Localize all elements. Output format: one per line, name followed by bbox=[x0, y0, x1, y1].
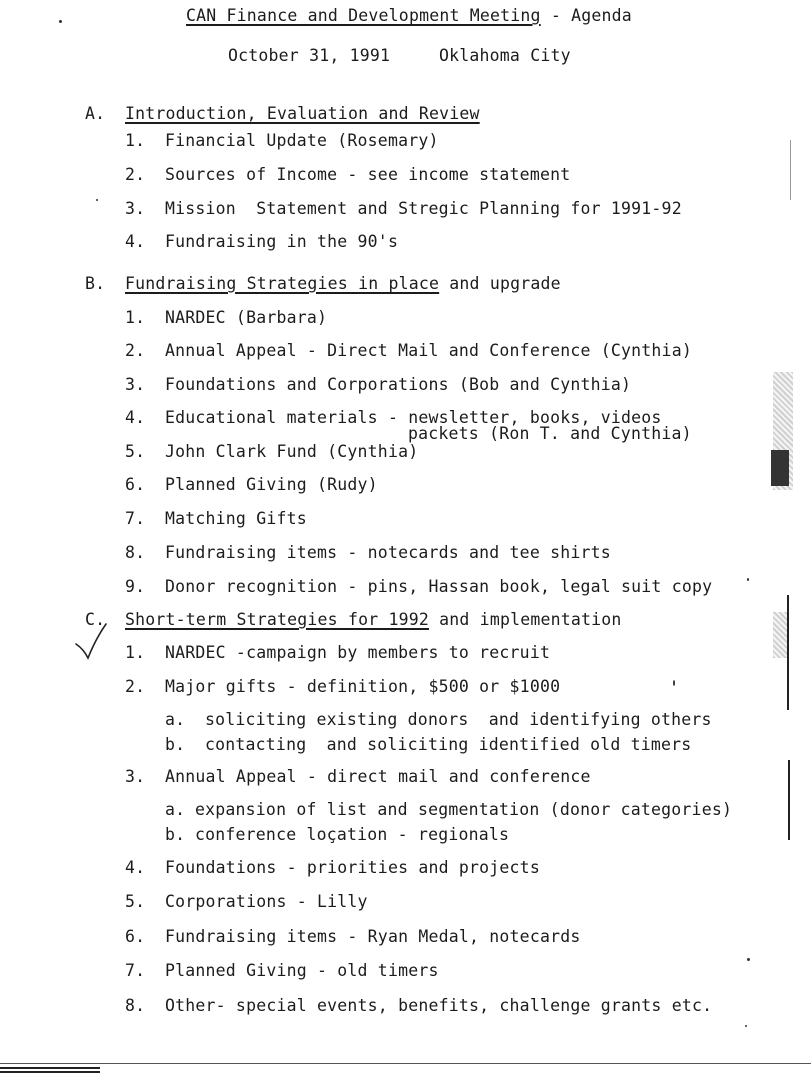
page-bottom-mark bbox=[0, 1071, 100, 1073]
section-c-item-3-sub-a-text: expansion of list and segmentation (donor categories) bbox=[195, 800, 733, 819]
agenda-title-suffix: - Agenda bbox=[540, 6, 632, 25]
section-a-item-2-text: Sources of Income - see income statement bbox=[165, 165, 571, 184]
scan-speck bbox=[96, 199, 98, 201]
section-a-item-1-text: Financial Update (Rosemary) bbox=[165, 131, 439, 150]
section-c-item-5-num: 5. bbox=[125, 892, 146, 911]
section-c-item-2-sub-a-label: a. bbox=[165, 710, 186, 729]
agenda-title: CAN Finance and Development Meeting bbox=[186, 6, 541, 25]
section-c-item-2-sub-a-text: soliciting existing donors and identifying others bbox=[205, 710, 712, 729]
section-b-item-4-num: 4. bbox=[125, 408, 146, 427]
page-bottom-mark bbox=[0, 1067, 100, 1069]
section-a-item-4-num: 4. bbox=[125, 232, 146, 251]
section-c-heading: Short-term Strategies for 1992 bbox=[125, 610, 430, 629]
section-b-letter: B. bbox=[85, 274, 106, 293]
scan-edge-line bbox=[787, 595, 789, 710]
section-c-item-3-sub-a-label: a. bbox=[165, 800, 186, 819]
scan-edge-line bbox=[788, 760, 790, 840]
section-b-item-4-text: Educational materials - newsletter, books, videos bbox=[165, 408, 662, 427]
section-b-item-4-continuation: packets (Ron T. and Cynthia) bbox=[408, 424, 692, 443]
scan-smudge bbox=[773, 612, 787, 658]
section-c-item-7-num: 7. bbox=[125, 961, 146, 980]
section-b-heading-suffix: and upgrade bbox=[439, 274, 561, 293]
meeting-location: Oklahoma City bbox=[439, 46, 571, 65]
section-b-item-6-text: Planned Giving (Rudy) bbox=[165, 475, 378, 494]
scan-speck bbox=[745, 1025, 747, 1027]
section-b-heading: Fundraising Strategies in place bbox=[125, 274, 440, 293]
section-c-item-6-text: Fundraising items - Ryan Medal, notecards bbox=[165, 927, 581, 946]
section-a-heading: Introduction, Evaluation and Review bbox=[125, 104, 480, 123]
scan-speck bbox=[747, 578, 749, 581]
section-c-item-3-num: 3. bbox=[125, 767, 146, 786]
section-a-item-3-text: Mission Statement and Stregic Planning for 1991-92 bbox=[165, 199, 682, 218]
scan-speck bbox=[59, 20, 62, 23]
scan-speck bbox=[673, 680, 675, 686]
section-a-letter: A. bbox=[85, 104, 106, 123]
scan-edge-line bbox=[790, 140, 791, 200]
section-a-item-3-num: 3. bbox=[125, 199, 146, 218]
scan-speck bbox=[747, 958, 750, 961]
section-c-letter: C. bbox=[85, 610, 106, 629]
section-b-item-8-text: Fundraising items - notecards and tee shirts bbox=[165, 543, 611, 562]
section-c-item-2-sub-b-label: b. bbox=[165, 735, 186, 754]
section-b-item-5-num: 5. bbox=[125, 442, 146, 461]
section-b-item-9-num: 9. bbox=[125, 577, 146, 596]
section-c-item-3-sub-b-text: conference loçation - regionals bbox=[195, 825, 510, 844]
agenda-title-line bbox=[186, 6, 632, 26]
section-c-heading-line bbox=[125, 610, 622, 630]
section-b-item-6-num: 6. bbox=[125, 475, 146, 494]
section-c-item-3-sub-b-label: b. bbox=[165, 825, 186, 844]
section-c-item-8-text: Other- special events, benefits, challenge grants etc. bbox=[165, 996, 713, 1015]
section-b-heading-line bbox=[125, 274, 561, 294]
section-c-heading-suffix: and implementation bbox=[429, 610, 622, 629]
section-c-item-2-num: 2. bbox=[125, 677, 146, 696]
section-b-item-3-text: Foundations and Corporations (Bob and Cynthia) bbox=[165, 375, 632, 394]
section-c-item-2-text: Major gifts - definition, $500 or $1000 bbox=[165, 677, 561, 696]
meeting-date: October 31, 1991 bbox=[228, 46, 391, 65]
section-c-item-8-num: 8. bbox=[125, 996, 146, 1015]
section-b-item-2-num: 2. bbox=[125, 341, 146, 360]
section-c-item-4-num: 4. bbox=[125, 858, 146, 877]
section-b-item-7-num: 7. bbox=[125, 509, 146, 528]
section-b-item-5-text: John Clark Fund (Cynthia) bbox=[165, 442, 419, 461]
section-a-item-2-num: 2. bbox=[125, 165, 146, 184]
section-c-item-2-sub-b-text: contacting and soliciting identified old timers bbox=[205, 735, 692, 754]
section-b-item-9-text: Donor recognition - pins, Hassan book, legal suit copy bbox=[165, 577, 713, 596]
section-b-item-1-num: 1. bbox=[125, 308, 146, 327]
scan-edge-mark bbox=[771, 450, 789, 486]
section-c-item-5-text: Corporations - Lilly bbox=[165, 892, 368, 911]
section-c-item-1-num: 1. bbox=[125, 643, 146, 662]
section-a-item-1-num: 1. bbox=[125, 131, 146, 150]
section-c-item-1-text: NARDEC -campaign by members to recruit bbox=[165, 643, 551, 662]
handwritten-checkmark-icon bbox=[72, 622, 110, 662]
section-c-item-4-text: Foundations - priorities and projects bbox=[165, 858, 540, 877]
section-a-item-4-text: Fundraising in the 90's bbox=[165, 232, 399, 251]
section-c-item-3-text: Annual Appeal - direct mail and conference bbox=[165, 767, 591, 786]
section-b-item-3-num: 3. bbox=[125, 375, 146, 394]
section-b-item-2-text: Annual Appeal - Direct Mail and Conference (Cynthia) bbox=[165, 341, 692, 360]
section-b-item-7-text: Matching Gifts bbox=[165, 509, 307, 528]
section-b-item-1-text: NARDEC (Barbara) bbox=[165, 308, 328, 327]
section-c-item-7-text: Planned Giving - old timers bbox=[165, 961, 439, 980]
page-bottom-line bbox=[0, 1063, 811, 1064]
section-c-item-6-num: 6. bbox=[125, 927, 146, 946]
section-b-item-8-num: 8. bbox=[125, 543, 146, 562]
